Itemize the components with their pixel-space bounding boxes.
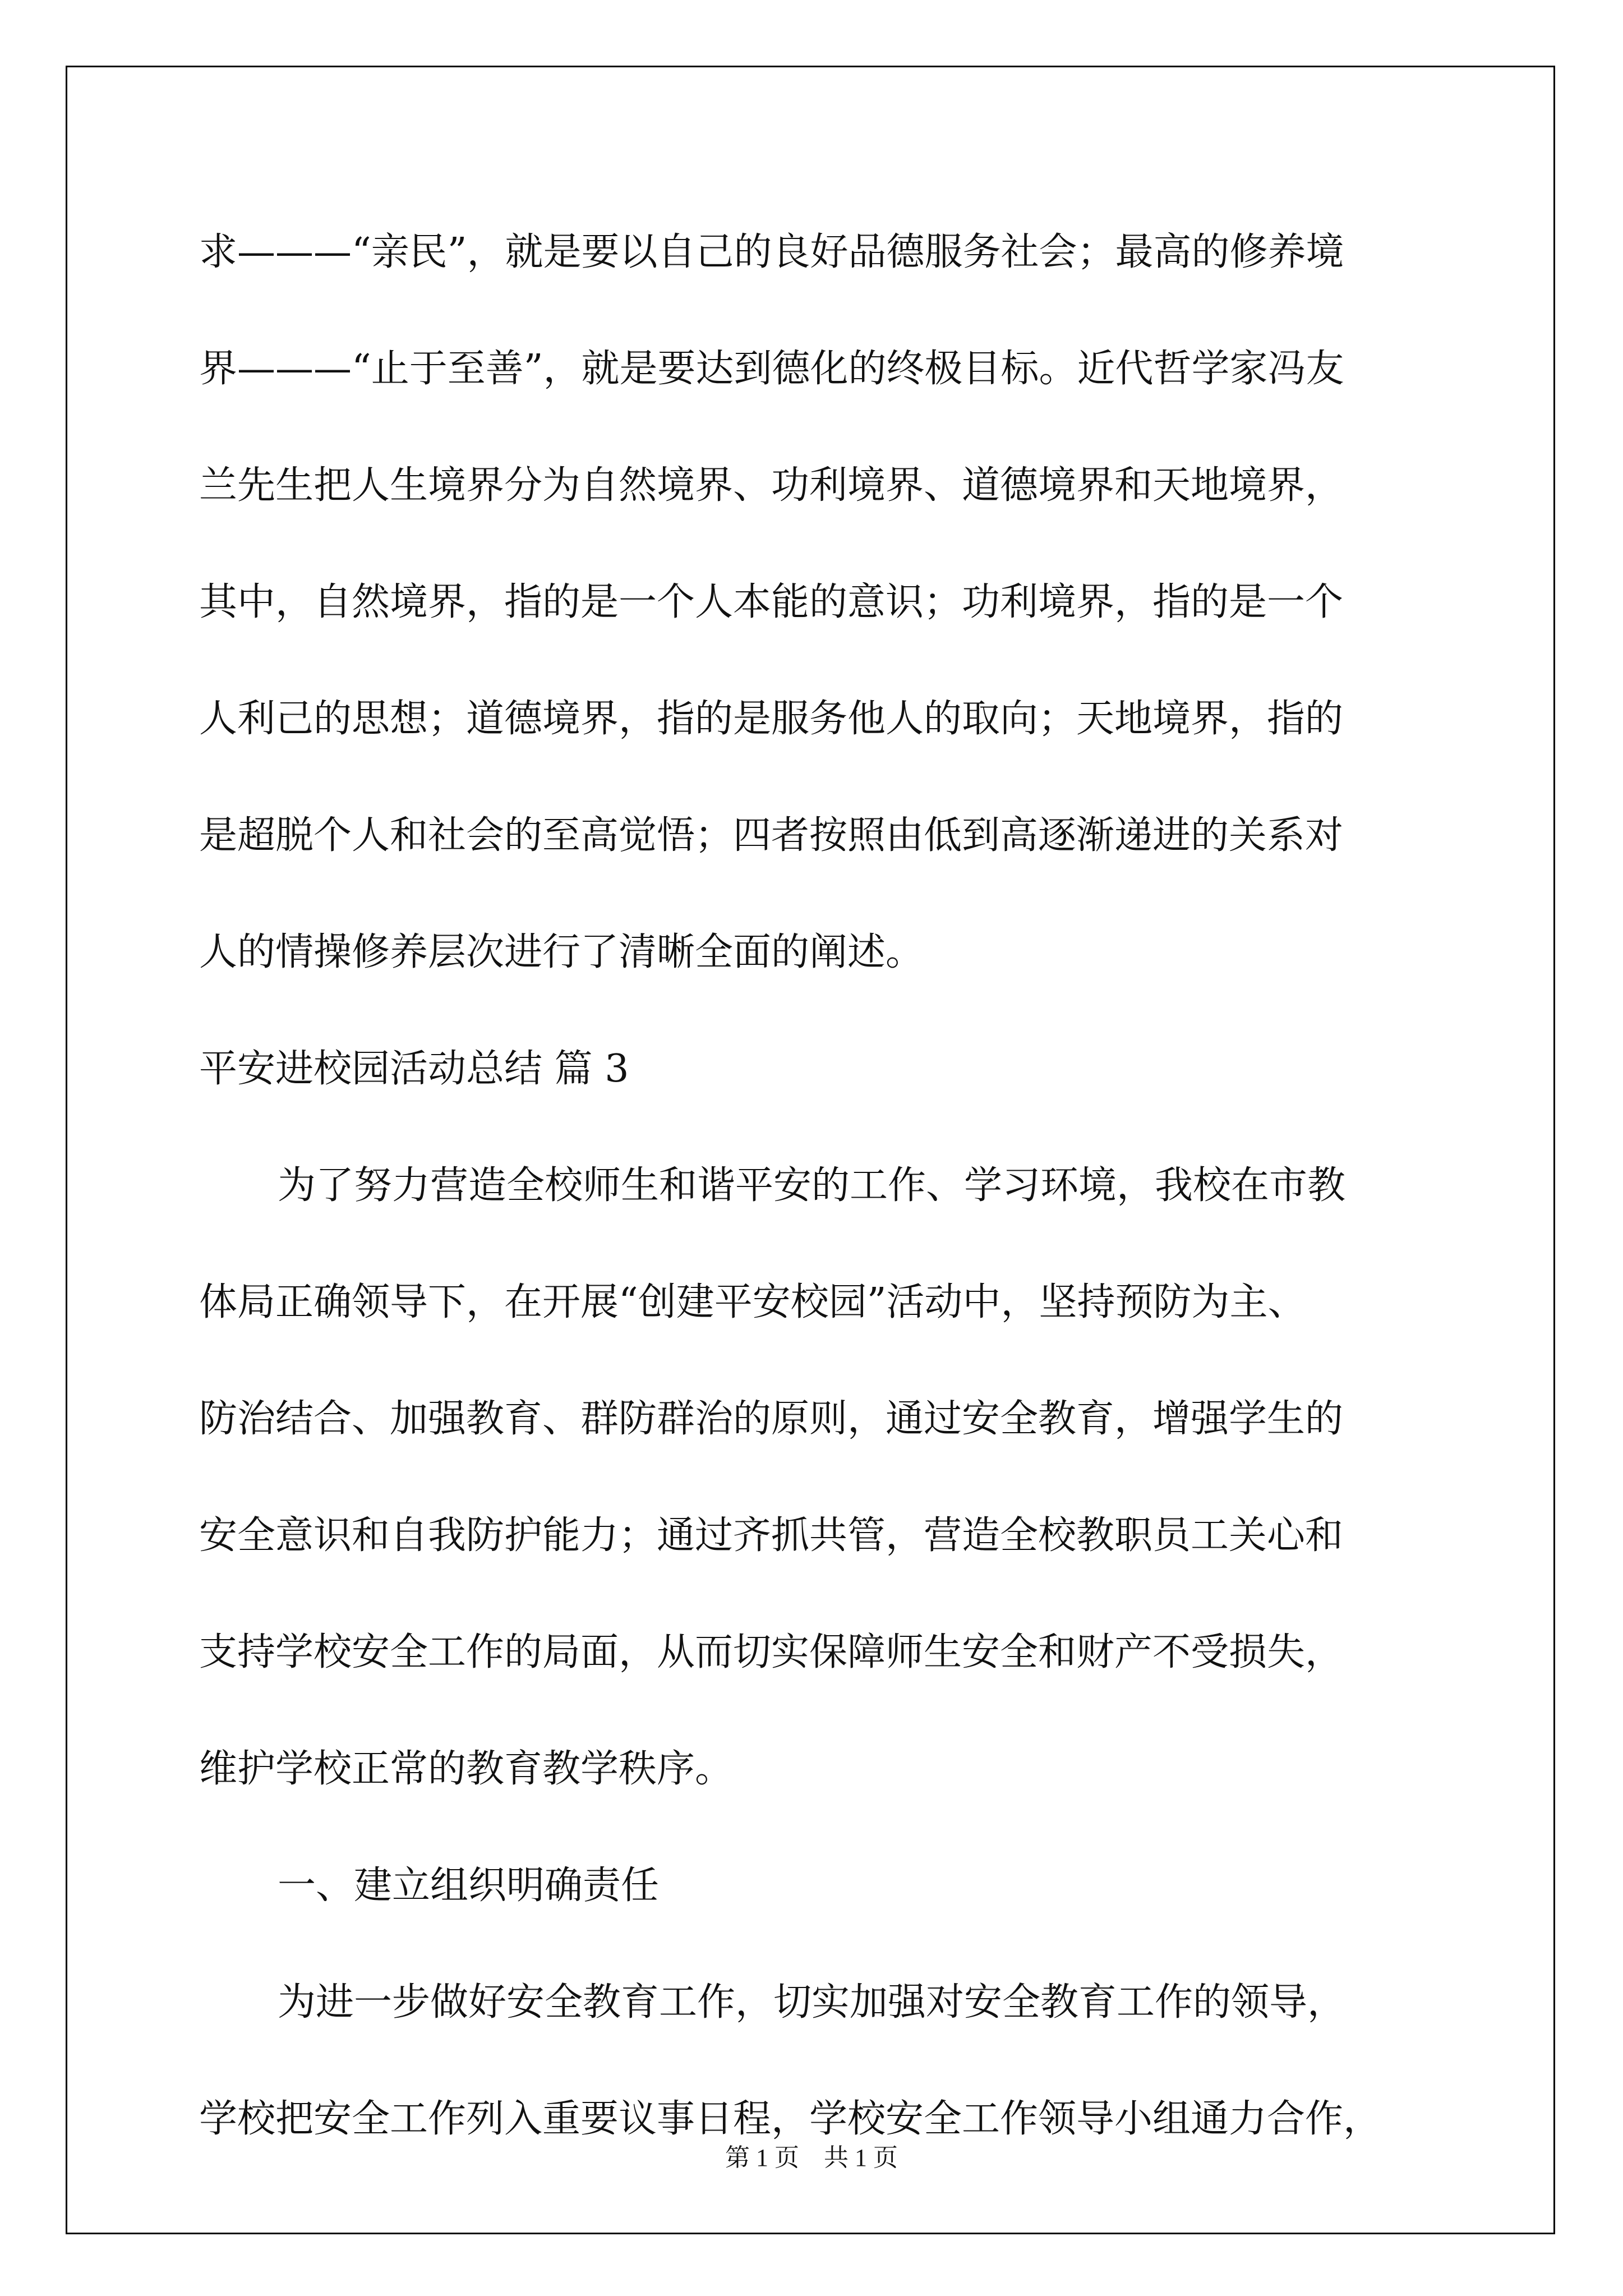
- text-line: 支持学校安全工作的局面，从而切实保障师生安全和财产不受损失，: [199, 1630, 1344, 1674]
- text-line: 安全意识和自我防护能力；通过齐抓共管，营造全校教职员工关心和: [199, 1513, 1344, 1558]
- text-line: 人利己的思想；道德境界，指的是服务他人的取向；天地境界，指的: [199, 697, 1344, 741]
- text-line: 防治结合、加强教育、群防群治的原则，通过安全教育，增强学生的: [199, 1397, 1344, 1441]
- text-line: 为了努力营造全校师生和谐平安的工作、学习环境，我校在市教: [278, 1163, 1346, 1208]
- text-line: 求———“亲民”，就是要以自己的良好品德服务社会；最高的修养境: [199, 230, 1344, 274]
- text-line: 为进一步做好安全教育工作，切实加强对安全教育工作的领导，: [278, 1980, 1346, 2024]
- text-line: 兰先生把人生境界分为自然境界、功利境界、道德境界和天地境界，: [199, 463, 1344, 508]
- document-body: [199, 208, 1433, 2191]
- text-line: 人的情操修养层次进行了清晰全面的阐述。: [199, 930, 924, 974]
- text-line: 学校把安全工作列入重要议事日程，学校安全工作领导小组通力合作，: [199, 2097, 1382, 2141]
- section-title: 平安进校园活动总结 篇 3: [199, 1047, 629, 1091]
- text-line: 体局正确领导下，在开展“创建平安校园”活动中，坚持预防为主、: [199, 1280, 1306, 1324]
- subsection-heading: 一、建立组织明确责任: [278, 1864, 660, 1908]
- page-footer: 第 1 页 共 1 页: [725, 2144, 898, 2171]
- text-line: 维护学校正常的教育教学秩序。: [199, 1747, 734, 1791]
- text-line: 是超脱个人和社会的至高觉悟；四者按照由低到高逐渐递进的关系对: [199, 813, 1344, 858]
- text-line: 其中，自然境界，指的是一个人本能的意识；功利境界，指的是一个: [199, 580, 1344, 624]
- text-line: 界———“止于至善”，就是要达到德化的终极目标。近代哲学家冯友: [199, 347, 1344, 391]
